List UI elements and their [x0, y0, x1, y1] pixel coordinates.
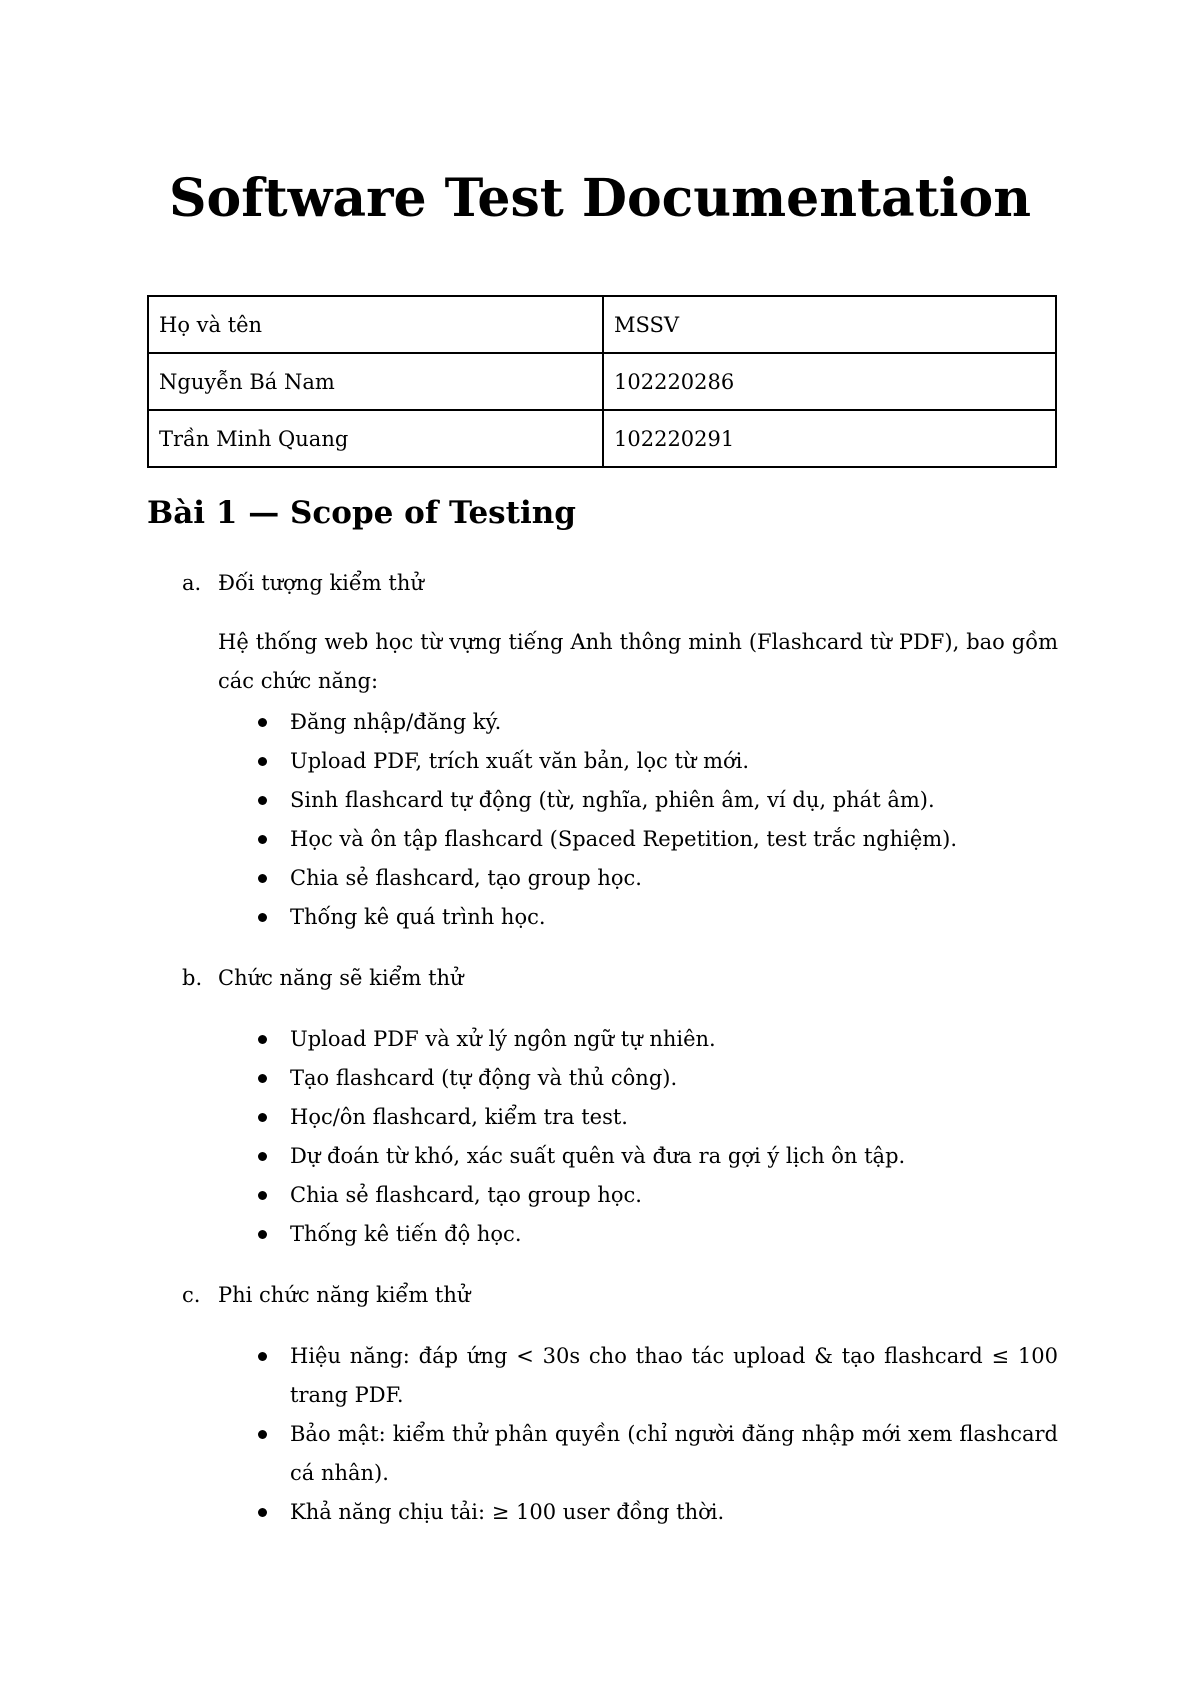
list-item: Upload PDF và xử lý ngôn ngữ tự nhiên.	[254, 1020, 1058, 1059]
subsection-a-list	[254, 703, 1058, 937]
list-item: Dự đoán từ khó, xác suất quên và đưa ra gợi ý lịch ôn tập.	[254, 1137, 1058, 1176]
subsection-letter: a.	[182, 571, 202, 595]
document-title: Software Test Documentation	[168, 168, 1031, 229]
list-item: Chia sẻ flashcard, tạo group học.	[254, 859, 1058, 898]
list-item: Tạo flashcard (tự động và thủ công).	[254, 1059, 1058, 1098]
list-item: Upload PDF, trích xuất văn bản, lọc từ mới.	[254, 742, 1058, 781]
table-cell: Họ và tên	[148, 296, 603, 353]
subsection-c-list	[254, 1337, 1058, 1532]
list-item: Khả năng chịu tải: ≥ 100 user đồng thời.	[254, 1493, 1058, 1532]
table-row	[148, 353, 1056, 410]
table-cell: Trần Minh Quang	[148, 410, 603, 467]
table-cell: MSSV	[603, 296, 1056, 353]
list-item: Sinh flashcard tự động (từ, nghĩa, phiên âm, ví dụ, phát âm).	[254, 781, 1058, 820]
list-item: Thống kê tiến độ học.	[254, 1215, 1058, 1254]
table-cell: Nguyễn Bá Nam	[148, 353, 603, 410]
subsection-label: Đối tượng kiểm thử	[218, 571, 424, 595]
table-row	[148, 296, 1056, 353]
table-cell: 102220291	[603, 410, 1056, 467]
table-cell: 102220286	[603, 353, 1056, 410]
subsection-b-title	[182, 966, 464, 991]
subsection-c-title	[182, 1283, 470, 1308]
subsection-letter: b.	[182, 966, 203, 990]
subsection-letter: c.	[182, 1283, 201, 1307]
list-item: Đăng nhập/đăng ký.	[254, 703, 1058, 742]
table-row	[148, 410, 1056, 467]
list-item: Học/ôn flashcard, kiểm tra test.	[254, 1098, 1058, 1137]
section-heading: Bài 1 — Scope of Testing	[147, 495, 576, 531]
list-item: Bảo mật: kiểm thử phân quyền (chỉ người đăng nhập mới xem flashcard cá nhân).	[254, 1415, 1058, 1493]
subsection-b-list	[254, 1020, 1058, 1254]
list-item: Học và ôn tập flashcard (Spaced Repetition, test trắc nghiệm).	[254, 820, 1058, 859]
subsection-label: Chức năng sẽ kiểm thử	[218, 966, 464, 990]
list-item: Thống kê quá trình học.	[254, 898, 1058, 937]
student-info-table	[147, 295, 1057, 468]
subsection-a-title	[182, 571, 424, 596]
list-item: Chia sẻ flashcard, tạo group học.	[254, 1176, 1058, 1215]
subsection-label: Phi chức năng kiểm thử	[218, 1283, 471, 1307]
subsection-a-paragraph: Hệ thống web học từ vựng tiếng Anh thông minh (Flashcard từ PDF), bao gồm các chức năng:	[218, 630, 1058, 693]
list-item: Hiệu năng: đáp ứng < 30s cho thao tác upload & tạo flashcard ≤ 100 trang PDF.	[254, 1337, 1058, 1415]
